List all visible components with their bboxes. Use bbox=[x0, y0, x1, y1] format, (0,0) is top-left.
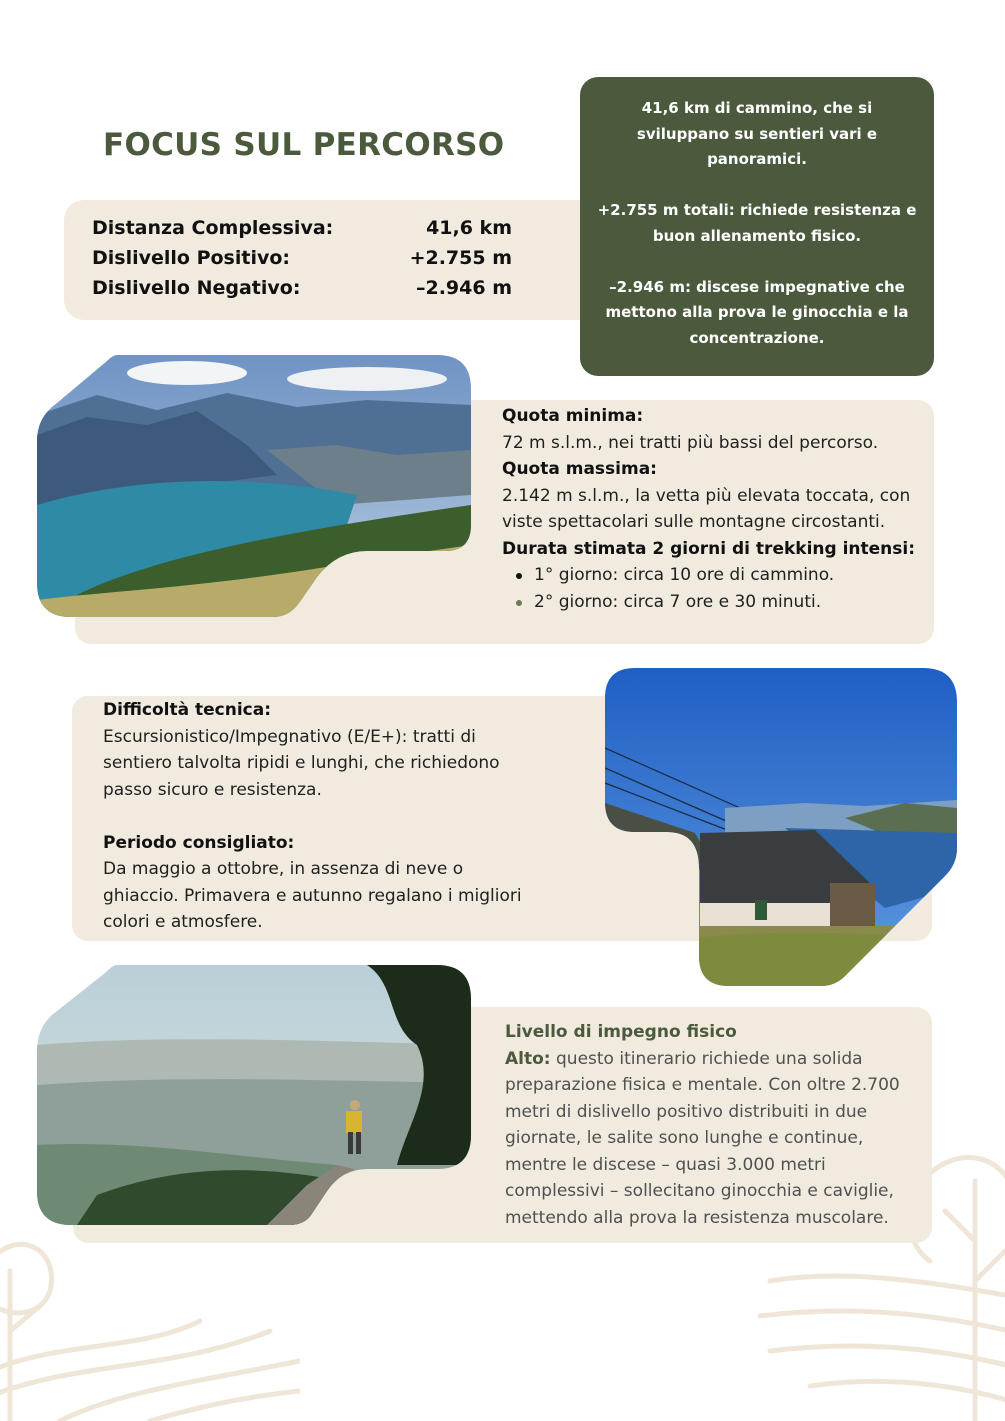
period-description: Da maggio a ottobre, in assenza di neve o ghiaccio. Primavera e autunno regalano i migliori colori e atmosfere. bbox=[103, 859, 522, 932]
quota-min-text: 72 m s.l.m., nei tratti più bassi del percorso. bbox=[502, 432, 879, 453]
stat-label: Dislivello Positivo: bbox=[92, 247, 291, 269]
days-list bbox=[502, 562, 922, 615]
period-label: Periodo consigliato: bbox=[103, 832, 295, 853]
effort-label: Livello di impegno fisico bbox=[505, 1022, 737, 1042]
stat-label: Distanza Complessiva: bbox=[92, 217, 334, 239]
stats-panel bbox=[64, 200, 624, 320]
duration-label: Durata stimata 2 giorni di trekking intensi: bbox=[502, 538, 916, 559]
effort-level: Alto: bbox=[505, 1048, 551, 1069]
summary-descent: –2.946 m: discese impegnative che mettono alla prova le ginocchia e la concentrazione. bbox=[605, 277, 909, 347]
quota-max-text: 2.142 m s.l.m., la vetta più elevata toccata, con viste spettacolari sulle montagne circostanti. bbox=[502, 485, 911, 532]
decorative-hills-left bbox=[0, 1221, 300, 1421]
effort-text bbox=[505, 1019, 920, 1231]
stat-value: +2.755 m bbox=[409, 247, 512, 269]
mountain-hut-photo bbox=[605, 668, 957, 986]
quota-min-label: Quota minima: bbox=[502, 406, 644, 426]
quota-max-label: Quota massima: bbox=[502, 459, 657, 479]
day-1-item: 1° giorno: circa 10 ore di cammino. bbox=[516, 562, 922, 589]
summary-ascent: +2.755 m totali: richiede resistenza e buon allenamento fisico. bbox=[597, 201, 917, 245]
day-2-item: 2° giorno: circa 7 ore e 30 minuti. bbox=[516, 589, 922, 616]
stat-value: 41,6 km bbox=[426, 217, 512, 239]
difficulty-text bbox=[103, 697, 543, 936]
summary-distance: 41,6 km di cammino, che si sviluppano su sentieri vari e panoramici. bbox=[636, 99, 878, 168]
page-title: FOCUS SUL PERCORSO bbox=[103, 127, 505, 163]
stat-value: –2.946 m bbox=[415, 277, 512, 299]
lake-photo bbox=[37, 355, 471, 617]
stat-label: Dislivello Negativo: bbox=[92, 277, 301, 299]
hiker-photo bbox=[37, 965, 471, 1225]
difficulty-description: Escursionistico/Impegnativo (E/E+): tratti di sentiero talvolta ripidi e lunghi, che richiedono passo sicuro e resistenza. bbox=[103, 726, 500, 800]
quota-text bbox=[502, 403, 922, 615]
difficulty-label: Difficoltà tecnica: bbox=[103, 700, 272, 720]
summary-box bbox=[580, 77, 934, 376]
effort-description bbox=[505, 1046, 920, 1232]
effort-body: questo itinerario richiede una solida preparazione fisica e mentale. Con oltre 2.700 metri di dislivello positivo distribuiti in due giornate, le salite sono lunghe e continue, mentre le discese – quasi 3.000 metri complessivi – sollecitano ginocchia e caviglie, mettendo alla prova la resistenza muscolare. bbox=[505, 1048, 900, 1228]
